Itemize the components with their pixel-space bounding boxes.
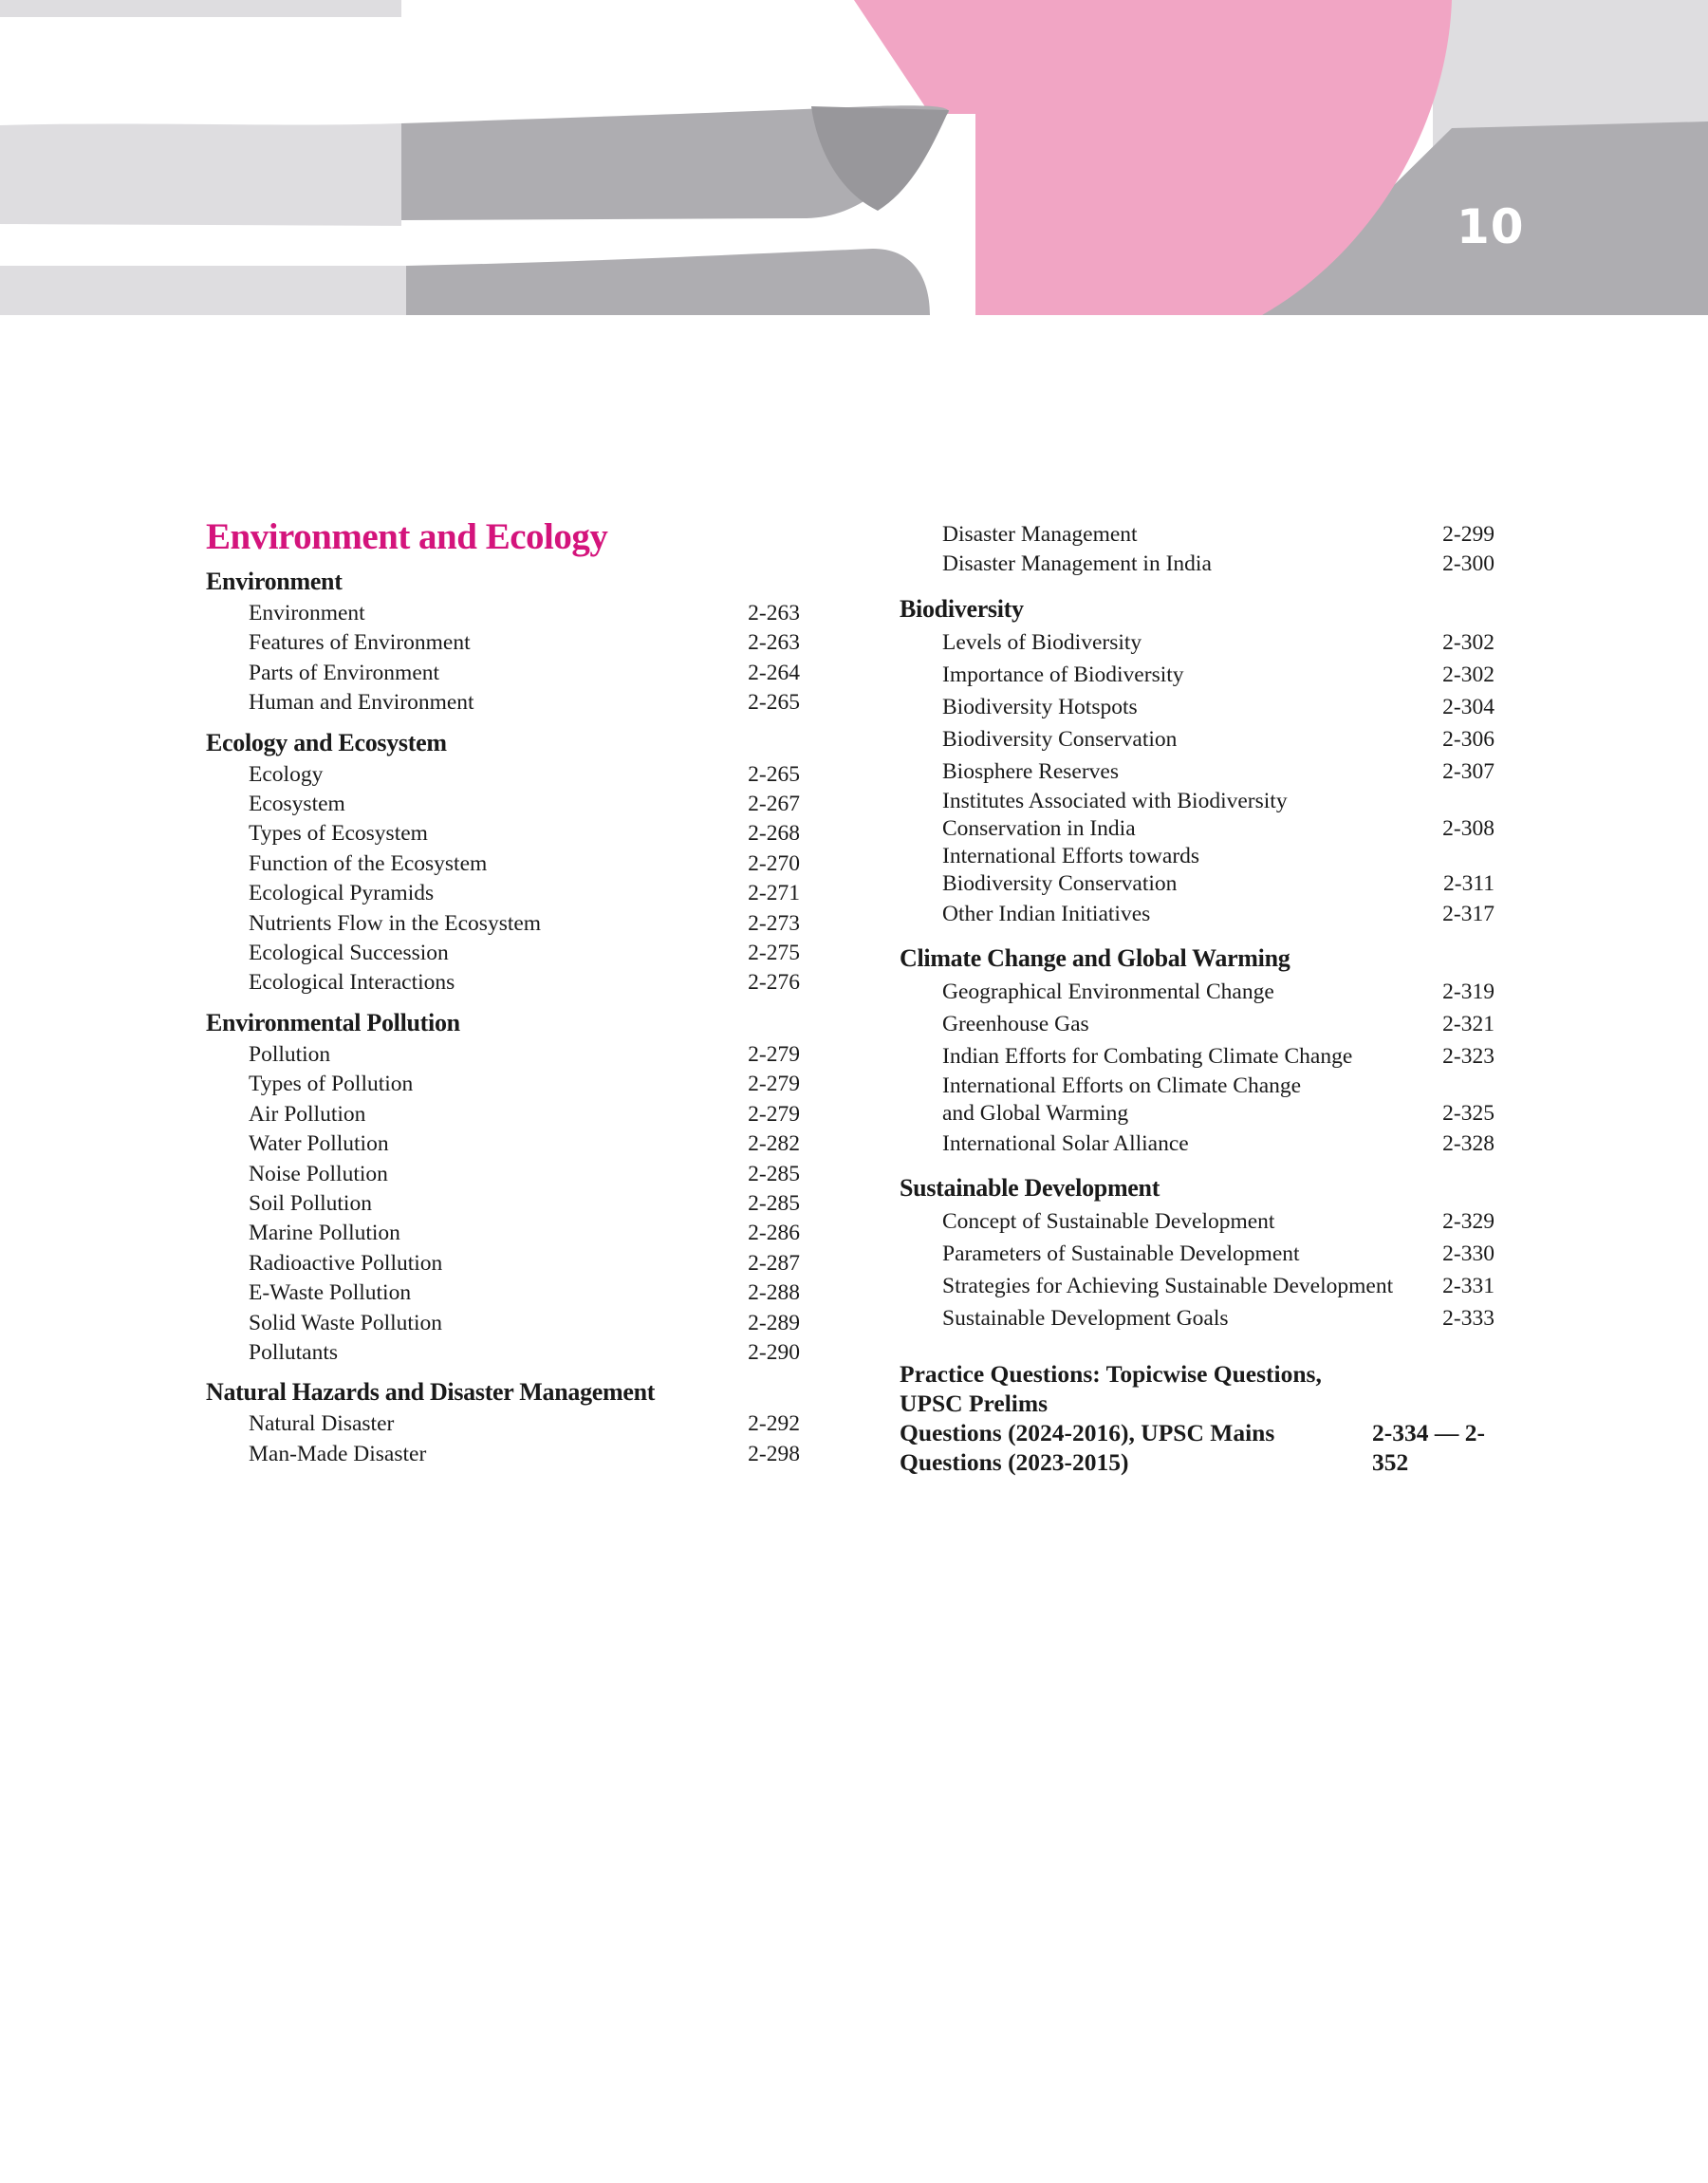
toc-entry-page: 2-321	[1442, 1011, 1494, 1036]
toc-entry-page: 2-285	[748, 1161, 800, 1186]
toc-entry[interactable]	[206, 819, 800, 849]
toc-entry-page: 2-265	[748, 761, 800, 787]
toc-entry-title: Ecological Succession	[249, 941, 449, 966]
toc-entry-page: 2-329	[1442, 1208, 1494, 1234]
toc-entry-title: International Efforts towards Biodiversity Conservation	[942, 843, 1200, 896]
toc-entry-title: Geographical Environmental Change	[942, 979, 1274, 1004]
toc-entry[interactable]	[206, 1440, 800, 1469]
toc-entry-page: 2-330	[1442, 1241, 1494, 1266]
toc-entry-title: Human and Environment	[249, 690, 474, 716]
toc-entry-title: Nutrients Flow in the Ecosystem	[249, 910, 542, 936]
toc-entry-page: 2-286	[748, 1221, 800, 1246]
toc-entry-page: 2-319	[1442, 979, 1494, 1004]
practice-questions-pages: 2-334 — 2-352	[1372, 1418, 1486, 1476]
toc-entry-title: Solid Waste Pollution	[249, 1310, 442, 1335]
toc-entry[interactable]	[206, 659, 800, 688]
toc-entry[interactable]	[206, 1219, 800, 1248]
toc-entry-page: 2-263	[748, 630, 800, 656]
toc-entry-page: 2-271	[748, 881, 800, 906]
toc-section-heading[interactable]: Natural Hazards and Disaster Management	[206, 1378, 656, 1407]
toc-entry-title: Noise Pollution	[249, 1161, 388, 1186]
practice-questions-title: Practice Questions: Topicwise Questions, UPSC Prelims Questions (2024-2016), UPSC Mains Questions (2023-2015)	[900, 1359, 1322, 1476]
toc-entry-title: Biodiversity Hotspots	[942, 694, 1138, 719]
toc-entry-title: Radioactive Pollution	[249, 1250, 443, 1276]
toc-entry-title: Ecosystem	[249, 792, 345, 817]
toc-entry-title: Concept of Sustainable Development	[942, 1208, 1275, 1234]
toc-entry[interactable]	[206, 909, 800, 939]
toc-entry[interactable]	[206, 1160, 800, 1189]
toc-section	[206, 567, 800, 718]
toc-entry-page: 2-323	[1442, 1043, 1494, 1069]
toc-entry-page: 2-289	[748, 1310, 800, 1335]
toc-entry[interactable]	[900, 659, 1494, 691]
toc-entry[interactable]	[900, 550, 1494, 579]
toc-entry-page: 2-290	[748, 1339, 800, 1365]
right-sections	[900, 594, 1494, 1334]
toc-entry[interactable]	[900, 691, 1494, 723]
toc-entry[interactable]	[206, 1129, 800, 1159]
toc-entry[interactable]	[206, 760, 800, 790]
page-title: Environment and Ecology	[206, 516, 608, 557]
practice-questions-entry[interactable]	[900, 1359, 1494, 1477]
toc-entry-page: 2-263	[748, 601, 800, 625]
toc-entry-title: Strategies for Achieving Sustainable Development	[942, 1273, 1394, 1298]
toc-entry-page: 2-299	[1442, 522, 1494, 547]
toc-entry[interactable]	[206, 1338, 800, 1368]
toc-entry-title: Pollution	[249, 1041, 331, 1067]
toc-entry-page: 2-307	[1442, 758, 1494, 784]
toc-entry[interactable]	[900, 1205, 1494, 1238]
toc-entry-page: 2-308	[1442, 815, 1494, 841]
toc-section-heading[interactable]: Environment	[206, 568, 343, 595]
toc-entry[interactable]	[900, 788, 1494, 843]
toc-entry-page: 2-317	[1442, 901, 1494, 926]
toc-entry-title: Other Indian Initiatives	[942, 901, 1151, 926]
toc-entry[interactable]	[900, 843, 1494, 898]
toc-entry-title: Environment	[249, 601, 365, 625]
toc-section-heading[interactable]: Environmental Pollution	[206, 1008, 460, 1036]
toc-entry-title: Greenhouse Gas	[942, 1011, 1089, 1036]
toc-entry-title: Water Pollution	[249, 1131, 389, 1157]
toc-entry-page: 2-298	[748, 1441, 800, 1466]
toc-section-heading[interactable]: Sustainable Development	[900, 1173, 1160, 1202]
toc-entry-page: 2-268	[748, 821, 800, 847]
toc-entry[interactable]	[206, 790, 800, 819]
toc-entry-page: 2-292	[748, 1411, 800, 1437]
toc-entry-page: 2-285	[748, 1190, 800, 1216]
toc-entry[interactable]	[206, 1100, 800, 1129]
toc-entry[interactable]	[206, 1189, 800, 1219]
toc-entry[interactable]	[206, 849, 800, 879]
toc-entry-title: Importance of Biodiversity	[942, 662, 1184, 687]
toc-entry-title: Marine Pollution	[249, 1221, 400, 1246]
toc-entry[interactable]	[206, 1278, 800, 1308]
toc-entry-title: Ecological Pyramids	[249, 881, 435, 906]
toc-section	[206, 1377, 800, 1469]
toc-entry-title: E-Waste Pollution	[249, 1280, 412, 1306]
toc-entry-page: 2-304	[1442, 694, 1494, 719]
toc-entry-page: 2-300	[1442, 551, 1494, 577]
toc-entry[interactable]	[206, 1249, 800, 1278]
toc-entry-page: 2-267	[748, 792, 800, 817]
toc-section	[900, 943, 1494, 1160]
chapter-number: 10	[1457, 199, 1525, 254]
toc-entry-page: 2-279	[748, 1072, 800, 1097]
toc-entry-title: Soil Pollution	[249, 1190, 372, 1216]
toc-entry-title: Parameters of Sustainable Development	[942, 1241, 1300, 1266]
toc-right-column	[900, 520, 1494, 1477]
toc-entry-title: Levels of Biodiversity	[942, 629, 1142, 655]
toc-section-heading[interactable]: Climate Change and Global Warming	[900, 943, 1290, 972]
toc-entry-title: Institutes Associated with Biodiversity Conservation in India	[942, 788, 1288, 841]
toc-entry-page: 2-282	[748, 1131, 800, 1157]
toc-entry-page: 2-275	[748, 941, 800, 966]
toc-entry-title: Pollutants	[249, 1339, 339, 1365]
toc-entry-page: 2-331	[1442, 1273, 1494, 1298]
continuation-entries	[900, 520, 1494, 580]
toc-entry-page: 2-273	[748, 910, 800, 936]
toc-entry-title: Types of Pollution	[249, 1072, 414, 1097]
toc-entry[interactable]	[900, 976, 1494, 1008]
toc-entry[interactable]	[206, 1309, 800, 1338]
toc-entry[interactable]	[206, 939, 800, 968]
toc-entry-title: Natural Disaster	[249, 1411, 395, 1437]
toc-entry-title: Disaster Management	[942, 522, 1138, 547]
toc-entry-title: International Efforts on Climate Change and Global Warming	[942, 1073, 1302, 1126]
toc-entry-title: Function of the Ecosystem	[249, 850, 488, 876]
toc-entry[interactable]	[900, 1270, 1494, 1302]
toc-entry[interactable]	[900, 1008, 1494, 1040]
toc-entry-title: Sustainable Development Goals	[942, 1305, 1229, 1331]
toc-entry-page: 2-287	[748, 1250, 800, 1276]
toc-entry[interactable]	[206, 599, 800, 628]
toc-entry-page: 2-302	[1442, 662, 1494, 687]
toc-entry[interactable]	[206, 688, 800, 718]
toc-section-heading[interactable]: Biodiversity	[900, 594, 1024, 623]
toc-entry[interactable]	[900, 1302, 1494, 1334]
toc-entry[interactable]	[900, 520, 1494, 550]
toc-entry-title: Air Pollution	[249, 1101, 366, 1127]
toc-entry-title: Biosphere Reserves	[942, 758, 1119, 784]
toc-entry-page: 2-279	[748, 1101, 800, 1127]
toc-entry-title: Parts of Environment	[249, 660, 440, 685]
toc-entry-title: Biodiversity Conservation	[942, 726, 1178, 752]
toc-entry[interactable]	[900, 1238, 1494, 1270]
toc-entry-page: 2-328	[1442, 1130, 1494, 1156]
toc-entry-title: Types of Ecosystem	[249, 821, 428, 847]
toc-entry-page: 2-276	[748, 970, 800, 996]
toc-section	[206, 728, 800, 998]
toc-entry-title: Ecological Interactions	[249, 970, 455, 996]
toc-entry[interactable]	[900, 1040, 1494, 1073]
toc-section	[206, 1008, 800, 1368]
toc-entry-title: Man-Made Disaster	[249, 1441, 427, 1466]
toc-entry-page: 2-264	[748, 660, 800, 685]
toc-entry[interactable]	[900, 626, 1494, 659]
toc-entry-page: 2-306	[1442, 726, 1494, 752]
toc-entry-title: International Solar Alliance	[942, 1130, 1189, 1156]
toc-entry[interactable]	[206, 879, 800, 908]
left-sections	[206, 567, 800, 1469]
toc-entry-page: 2-279	[748, 1041, 800, 1067]
toc-entry-title: Indian Efforts for Combating Climate Change	[942, 1043, 1353, 1069]
toc-entry-title: Features of Environment	[249, 630, 471, 656]
toc-section-heading[interactable]: Ecology and Ecosystem	[206, 728, 447, 756]
toc-entry-page: 2-265	[748, 690, 800, 716]
toc-entry[interactable]	[206, 1040, 800, 1070]
toc-entry[interactable]	[900, 898, 1494, 930]
toc-section	[900, 1173, 1494, 1334]
toc-entry[interactable]	[206, 1070, 800, 1099]
toc-entry-page: 2-325	[1442, 1100, 1494, 1126]
toc-entry-page: 2-270	[748, 850, 800, 876]
toc-left-column	[206, 518, 800, 1469]
toc-entry[interactable]	[900, 723, 1494, 756]
toc-entry-page: 2-311	[1443, 870, 1494, 896]
toc-entry[interactable]	[900, 1128, 1494, 1160]
toc-entry-page: 2-288	[748, 1280, 800, 1306]
toc-entry[interactable]	[206, 628, 800, 658]
toc-entry-title: Ecology	[249, 761, 324, 787]
toc-entry-page: 2-333	[1442, 1305, 1494, 1331]
toc-entry[interactable]	[900, 1073, 1494, 1128]
toc-entry-title: Disaster Management in India	[942, 551, 1212, 577]
toc-entry[interactable]	[206, 968, 800, 998]
toc-entry[interactable]	[900, 756, 1494, 788]
header-banner	[0, 0, 1708, 315]
toc-entry[interactable]	[206, 1409, 800, 1439]
toc-entry-page: 2-302	[1442, 629, 1494, 655]
toc-section	[900, 594, 1494, 930]
